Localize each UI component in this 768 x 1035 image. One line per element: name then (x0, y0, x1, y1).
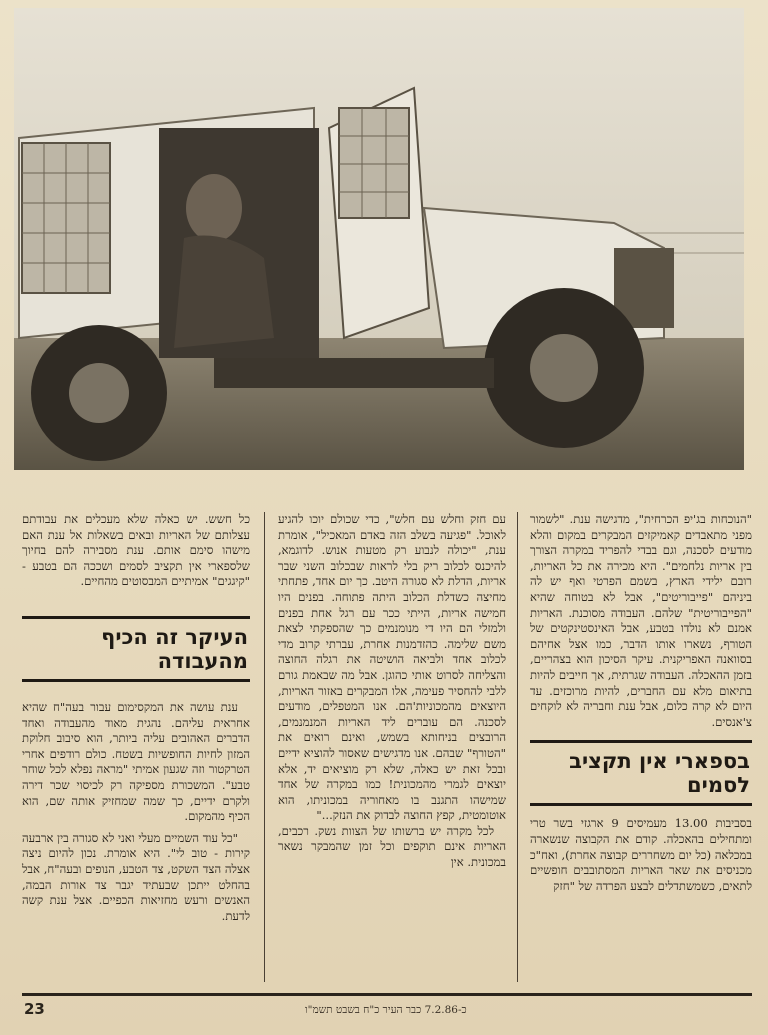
article-column-middle (278, 512, 506, 871)
paragraph: "כל עוד השמיים מעלי ואני לא סגורה בין ארבעה קירות - טוב לי". היא אומרת. נכון להיום ניצה אצלה הצד השקט, צד הטבע, הנופים ובעה"ח, אבל בהחלט ייתכן שבעתיד יגבר צד אורות הבמה, האנשים ורעש מחזיאות הכפיים. אצל ענת קשה לדעת. (22, 830, 250, 923)
subheading-budget: בספארי אין תקציב לסמים (530, 740, 752, 806)
paragraph: בסביבות 13.00 מעמיסים 9 ארגזי בשר טרי ומתחילים בהאכלה. קודם את הקבוצה שנשארה במכלאה (כל יום משחררים קבוצה אחרת), ואח"כ מכניסים את שאר האריות המסתובבים חופשיים לתאים, כשמשתדלים לבצע הפרדה של "חזק (530, 816, 752, 893)
article-photo (14, 8, 744, 470)
article-column-right (530, 512, 752, 894)
running-footer: כ-7.2.86 כבר העיר כ"ח בשבט תשמ"ו (305, 1004, 467, 1016)
subheading-work: העיקר זה הכיף מהעבודה (22, 616, 250, 682)
article-column-left (22, 512, 250, 924)
footer-rule (22, 993, 752, 996)
paragraph: כל חשש. יש כאלה שלא מעכלים את עבודתם עצלותם של האריות ובאים בשאלות אל ענת האם מישהו סימם אותם. ענת מסבירה להם בחיוך שלספארי אין תקציב לסמים ושככה הם בטבע - "קיגגים" אמיתיים המבסוטים מהחיים. (22, 512, 250, 589)
jeep-photo-illustration (14, 8, 744, 470)
paragraph: ענת עושה את המקסימום עבור בעה"ח שהיא אחראית עליהם. נהגית מאוד מהעבודה ואחד הדברים האהובים עליה ביותר, הוא סיבוב חלוקת המזון לחיות החופשיות בשטח. כולם רודפים אחרי הטרקטור וזה שגעון אמיתי "מראה נפלא לכל שוחר טבע". המשכורת מספיקה רק לכיסוי שכר דירה ולקרם ידיים, כך שמה שמחזיק אותה שם, הוא הכיף מהמקום. (22, 699, 250, 824)
column-divider (264, 512, 265, 982)
paragraph: עם חזק וחלש עם חלש", כדי שכולם יוכו להגיע לאוכל. "פגיעה בשלב הזה באדם המאכיל", אומרת ענת, "יכולה לנבוע רק מטעות אנוש. לדוגמא, להיכנס לכלוב ריק בלי לראות שבכלוב השני שבר אריות, הדלת לא סגורה היטב. כך יום אחד, פתחתי מחיצה כשדלת הכלוב היתה פתוחה. בפנים היו חמישה אריות, הייתי ככר עם רגל אחת בפנים ולמזלי הם היו די מנומנמים כך שהספקתי לצאת משם שלימה. כהזדמנות אחרת, עברתי קרוב מדי לכלוב אחד ולביאה הושיטה את רגלה החוצה והצליחה לסרוט אותי כהוגן. אבל מה שבאמת גורם ללבי להחסיר פעימה, אלו המבקרים באזור האריות, היוצאים מהמכוניות'הם. אנו המטפלים, מודעים לסכנה. הם עוברים ליד האריות המנמנמים, הרובצים בניחותא בשמש, ואינם רואים את "הטורף" שבהם. אנו מדגישים שאסור להוציא ידיים ובכל זאת יש כאלה, שלא רק מוציאים יד, אלא יוצאים לגמרי מהמכונית! כמו במקרה של אחד שמישהו התגנב בו מאחוריה במכוניתו, הוא אוטומטית, קפץ החוצה לבדוק את הנזק..." (278, 512, 506, 823)
column-divider (517, 512, 518, 982)
paragraph: "הנוכחות בג'יפ הכרחית", מדגישה ענת. "לשמור מפני מתאבדים קאמיקזים המבקרים במקום והלא מודעים לסכנה, וגם בבדי להפריד במקרה הצורך בין אריות נלחמים". היא מכירה את כל האריות, רובם ילידי הארץ, בשמם הפרטי ואף יש לה ביניהם "פייבוריטים", אבל לא בטוחה שהיא "הפייבוריטית" שלהם. העבודה מסוכנת. האריות אמנם לא נולדו בטבע, אבל האינסטינקטים של הטורף, נשארו אותו הדבר, כמו אצל אחיהם בסוואנה האפריקנית. עיקר הסיכון הוא בצהריים, בזמן ההאכלה. העבודה שגרתית, אך חייבים להיות בתיאום מלא עם החברים, להיות מרוכזים. עד היום לא קרה כלום, אבל ענת וחבריה לא לוקחים צ'אנסים. (530, 512, 752, 729)
page-number: 23 (24, 1000, 45, 1018)
paragraph: לכל מקרה יש ברשותו של הצוות נשק. רכבים, האריות אינם תוקפים וכל זמן שהמבקר נשאר במכונית. אין (278, 823, 506, 870)
